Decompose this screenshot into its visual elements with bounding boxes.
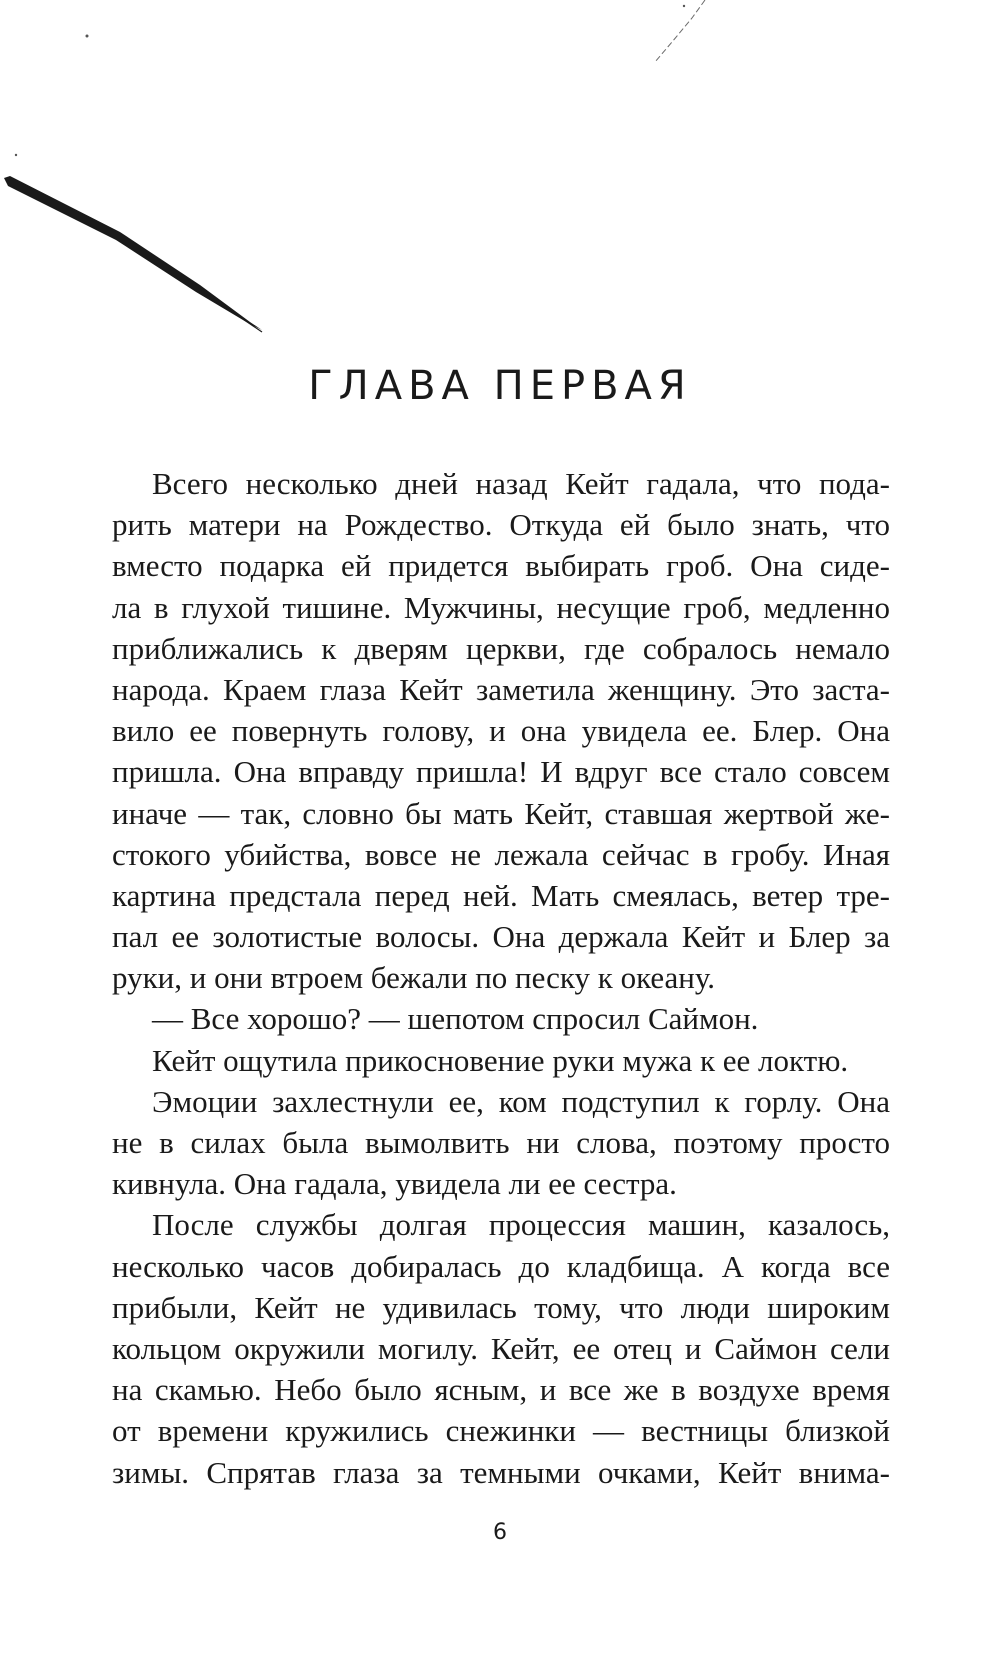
text-line: кольцом окружили могилу. Кейт, ее отец и Саймон сели [112,1330,890,1366]
text-line: не в силах была вымолвить ни слова, поэтому просто [112,1125,890,1160]
text-line: на скамью. Небо было ясным, и все же в воздухе время [112,1372,890,1408]
paragraph [112,998,890,1039]
text-line: вило ее повернуть голову, и она увидела ее. Блер. Она [112,713,890,749]
text-line: Кейт ощутила прикосновение руки мужа к ее локтю. [152,1042,849,1078]
chapter-title: ГЛАВА ПЕРВАЯ [308,363,692,409]
text-line: — Все хорошо? — шепотом спросил Саймон. [152,1001,759,1037]
text-line: вместо подарка ей придется выбирать гроб. Она сиде- [112,548,890,584]
text-line: народа. Краем глаза Кейт заметила женщину. Это заста- [112,671,890,707]
body-text [112,463,890,1493]
text-line: приближались к дверям церкви, где собралось немало [112,630,890,666]
text-line: пришла. Она вправду пришла! И вдруг все стало совсем [112,754,890,790]
text-line: иначе — так, словно бы мать Кейт, ставшая жертвой же- [112,795,890,831]
text-line: руки, и они втроем бежали по песку к океану. [112,960,716,996]
text-line: После службы долгая процессия машин, казалось, [152,1207,890,1243]
brush-stroke-left-tail [200,290,262,332]
paragraph [112,1040,890,1081]
paragraph [112,1081,890,1205]
paragraph [112,1204,890,1492]
paragraph [112,463,890,998]
text-line: кивнула. Она гадала, увидела ли ее сестра. [112,1166,677,1202]
text-line: несколько часов добиралась до кладбища. А когда все [112,1248,890,1284]
text-line: Всего несколько дней назад Кейт гадала, что пода- [152,466,890,501]
page-number: 6 [493,1520,507,1545]
text-line: ла в глухой тишине. Мужчины, несущие гроб, медленно [112,589,890,625]
brush-stroke-left [4,176,262,330]
text-line: прибыли, Кейт не удивилась тому, что люди широким [112,1289,890,1325]
text-line: стокого убийства, вовсе не лежала сейчас в гробу. Иная [112,836,890,872]
ink-speck [683,5,685,7]
text-line: зимы. Спрятав глаза за темными очками, Кейт внима- [112,1454,890,1490]
text-line: картина предстала перед ней. Мать смеялась, ветер тре- [112,877,890,913]
decorative-diagonal-stroke [0,0,1000,420]
text-line: рить матери на Рождество. Откуда ей было знать, что [112,507,890,543]
text-line: Эмоции захлестнули ее, ком подступил к горлу. Она [152,1083,890,1119]
text-line: пал ее золотистые волосы. Она держала Кейт и Блер за [112,919,890,955]
hairline-stroke-right [655,0,705,62]
ink-speck [86,35,89,38]
ink-speck [15,154,17,156]
text-line: от времени кружились снежинки — вестницы близкой [112,1413,890,1449]
